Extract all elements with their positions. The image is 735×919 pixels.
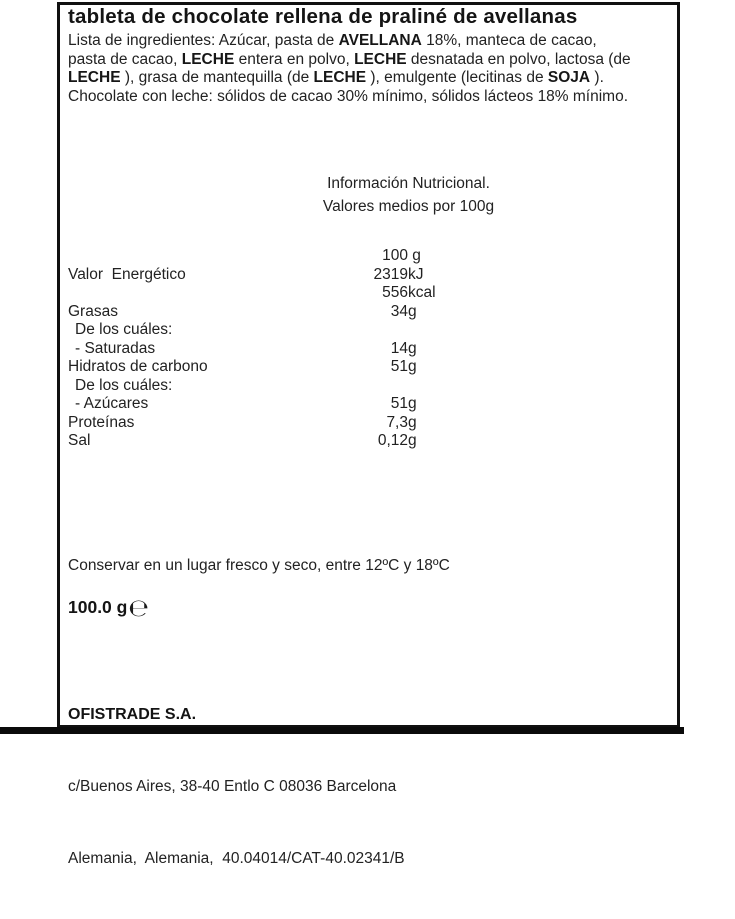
nutrition-row — [60, 432, 677, 451]
nutrition-row — [60, 340, 677, 359]
nutrient-label: Proteínas — [68, 413, 135, 431]
nutrient-unit: g — [408, 247, 421, 264]
ingredients-line — [68, 32, 670, 51]
nutrient-value: 2319 — [373, 265, 408, 283]
ingredients-line — [68, 51, 670, 70]
nutrient-unit: g — [408, 358, 417, 375]
nutrient-label — [60, 247, 320, 266]
manufacturer-name: OFISTRADE S.A. — [68, 706, 197, 723]
nutrition-row — [60, 377, 677, 396]
nutrient-unit: kcal — [408, 284, 436, 301]
nutrient-value: 14 — [390, 339, 408, 357]
product-title: tableta de chocolate rellena de praliné de avellanas — [68, 5, 578, 28]
nutrient-unit — [408, 377, 677, 396]
manufacturer-registry: Alemania, Alemania, 40.04014/CAT-40.02341/B — [68, 850, 405, 867]
nutrient-label — [60, 284, 320, 303]
nutrition-header — [60, 172, 677, 218]
ingredient-text: 18%, manteca de cacao, — [421, 32, 597, 49]
nutrient-label: De los cuáles: — [75, 376, 173, 394]
nutrient-value: 7,3 — [386, 413, 408, 431]
nutrition-row — [60, 414, 677, 433]
nutrient-value — [320, 321, 408, 340]
nutrient-unit: g — [408, 302, 417, 320]
nutrition-row — [60, 321, 677, 340]
ingredients-line — [68, 88, 670, 107]
nutrient-label: - Saturadas — [75, 339, 156, 357]
allergen-text: LECHE — [354, 50, 407, 68]
net-weight-value: 100.0 g — [68, 597, 128, 617]
storage-instructions: Conservar en un lugar fresco y seco, entre 12ºC y 18ºC — [68, 557, 450, 574]
nutrition-row — [60, 395, 677, 414]
manufacturer-info — [68, 655, 405, 919]
nutrient-label: De los cuáles: — [75, 321, 173, 338]
nutrient-value: 0,12 — [377, 432, 408, 449]
allergen-text: AVELLANA — [338, 32, 422, 49]
nutrient-unit: g — [408, 413, 417, 431]
ingredient-text: Lista de ingredientes: Azúcar, pasta de — [68, 32, 339, 49]
nutrition-header-title: Información Nutricional. — [327, 175, 490, 192]
ingredient-text: ). — [590, 69, 604, 87]
allergen-text: LECHE — [313, 69, 367, 87]
nutrition-row — [60, 284, 677, 303]
nutrient-value: 51 — [390, 395, 408, 412]
product-label-box — [57, 2, 680, 867]
nutrient-value: 51 — [390, 358, 408, 375]
allergen-text: SOJA — [547, 69, 591, 87]
nutrient-label: Hidratos de carbono — [68, 358, 208, 375]
ingredients-line — [68, 69, 670, 88]
ingredient-text: ), emulgente (lecitinas de — [366, 69, 548, 87]
nutrient-unit: g — [408, 395, 417, 412]
nutrient-unit: g — [408, 432, 417, 449]
bottom-border-band — [0, 727, 684, 734]
allergen-text: LECHE — [68, 69, 121, 87]
nutrition-row — [60, 358, 677, 377]
ingredient-text: Chocolate con leche: sólidos de cacao 30% mínimo, sólidos lácteos 18% mínimo. — [68, 87, 629, 105]
nutrition-row — [60, 266, 677, 285]
ingredient-text: entera en polvo, — [234, 50, 355, 68]
ingredient-text: ), grasa de mantequilla (de — [120, 69, 314, 87]
nutrition-row — [60, 303, 677, 322]
nutrient-unit: g — [408, 339, 417, 357]
net-weight — [68, 594, 149, 622]
nutrition-header-subtitle: Valores medios por 100g — [322, 198, 495, 215]
nutrient-label: Grasas — [68, 302, 118, 320]
nutrient-label: - Azúcares — [75, 395, 149, 412]
nutrient-value: 100 — [382, 247, 408, 264]
nutrition-table — [60, 247, 677, 451]
ingredient-text: pasta de cacao, — [68, 50, 182, 68]
estimated-sign-icon: ℮ — [128, 594, 149, 622]
nutrition-row — [60, 247, 677, 266]
nutrient-unit: kJ — [408, 265, 424, 283]
manufacturer-address: c/Buenos Aires, 38-40 Entlo C 08036 Barcelona — [68, 778, 397, 795]
nutrient-unit — [408, 321, 677, 340]
ingredients-list — [68, 32, 670, 106]
nutrient-value: 34 — [390, 302, 408, 320]
nutrient-value: 556 — [382, 284, 408, 301]
ingredient-text: desnatada en polvo, lactosa (de — [406, 50, 631, 68]
nutrient-label: Sal — [68, 432, 91, 449]
allergen-text: LECHE — [181, 50, 235, 68]
nutrient-value — [320, 377, 408, 396]
nutrient-label: Valor Energético — [68, 265, 186, 283]
